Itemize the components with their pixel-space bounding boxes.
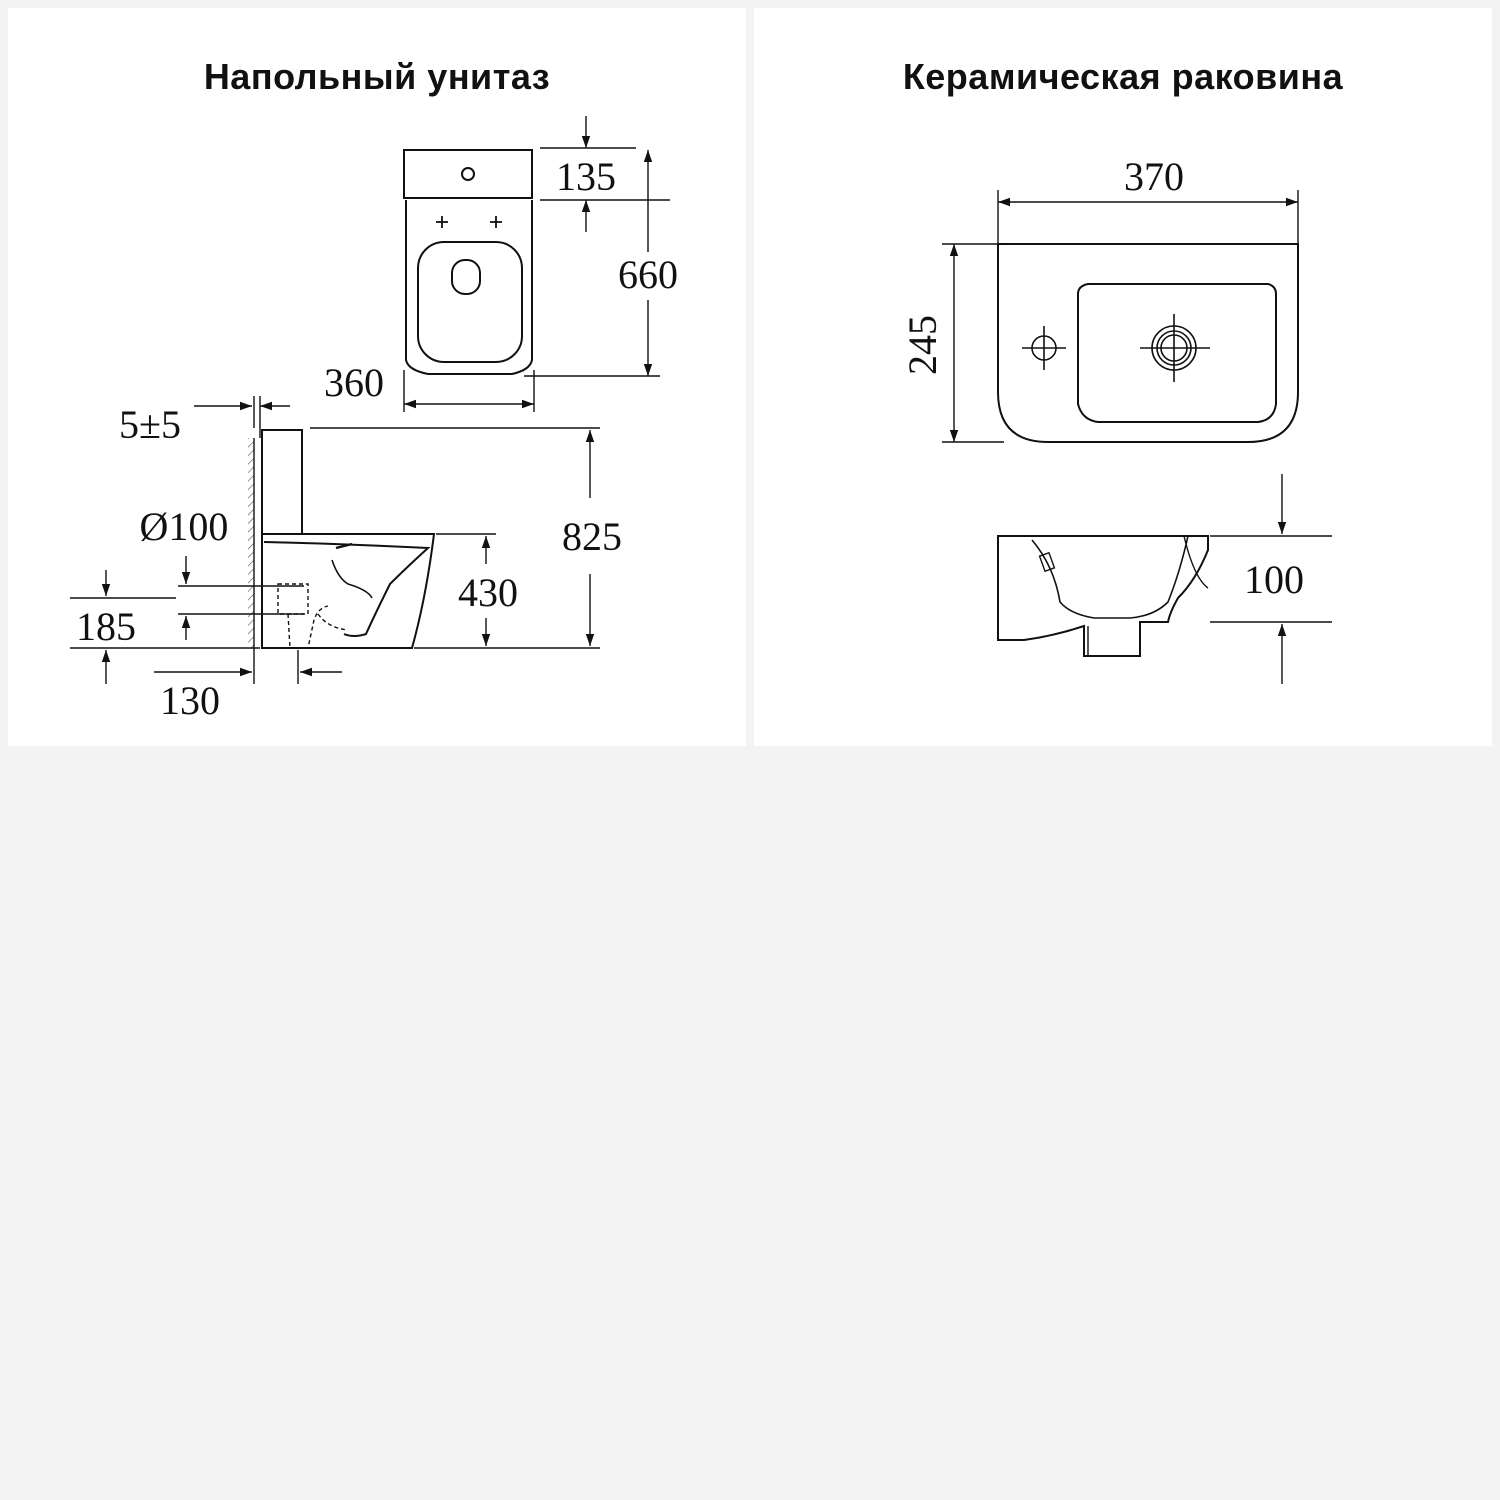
dim-drain-diameter-label: Ø100 xyxy=(139,504,229,549)
sink-card xyxy=(754,8,1492,746)
toilet-title: Напольный унитаз xyxy=(203,56,551,97)
toilet-top-view xyxy=(404,150,532,374)
dim-sink-width-label: 370 xyxy=(1124,154,1184,199)
dim-sink-depth xyxy=(942,244,1004,442)
dim-width-label: 360 xyxy=(324,360,384,405)
dim-total-height-label: 825 xyxy=(562,514,622,559)
wall-hatch xyxy=(248,438,254,648)
dim-drain-diameter xyxy=(178,556,304,640)
sink-drawing xyxy=(754,8,1492,746)
toilet-drawing xyxy=(8,8,746,746)
dim-drain-offset-label: 130 xyxy=(160,678,220,723)
faucet-hole-icon xyxy=(1022,326,1066,370)
dim-sink-depth-label: 245 xyxy=(900,315,945,375)
flush-button-icon xyxy=(462,168,474,180)
sink-title: Керамическая раковина xyxy=(902,56,1344,97)
dim-drain-height-label: 185 xyxy=(76,604,136,649)
dim-sink-height-label: 100 xyxy=(1244,557,1304,602)
mount-point-icon xyxy=(436,216,502,228)
dim-top-depth-label: 660 xyxy=(618,252,678,297)
toilet-side-view xyxy=(262,430,434,648)
sink-side-view xyxy=(998,536,1208,656)
dim-width xyxy=(404,370,534,412)
dim-wall-gap-label: 5±5 xyxy=(119,402,181,447)
dim-seat-height-label: 430 xyxy=(458,570,518,615)
dim-wall-gap xyxy=(194,396,290,438)
drain-icon xyxy=(1140,314,1210,382)
dim-total-height xyxy=(310,428,600,648)
toilet-card xyxy=(8,8,746,746)
dim-tank-lid-label: 135 xyxy=(556,154,616,199)
sink-top-view xyxy=(998,244,1298,442)
